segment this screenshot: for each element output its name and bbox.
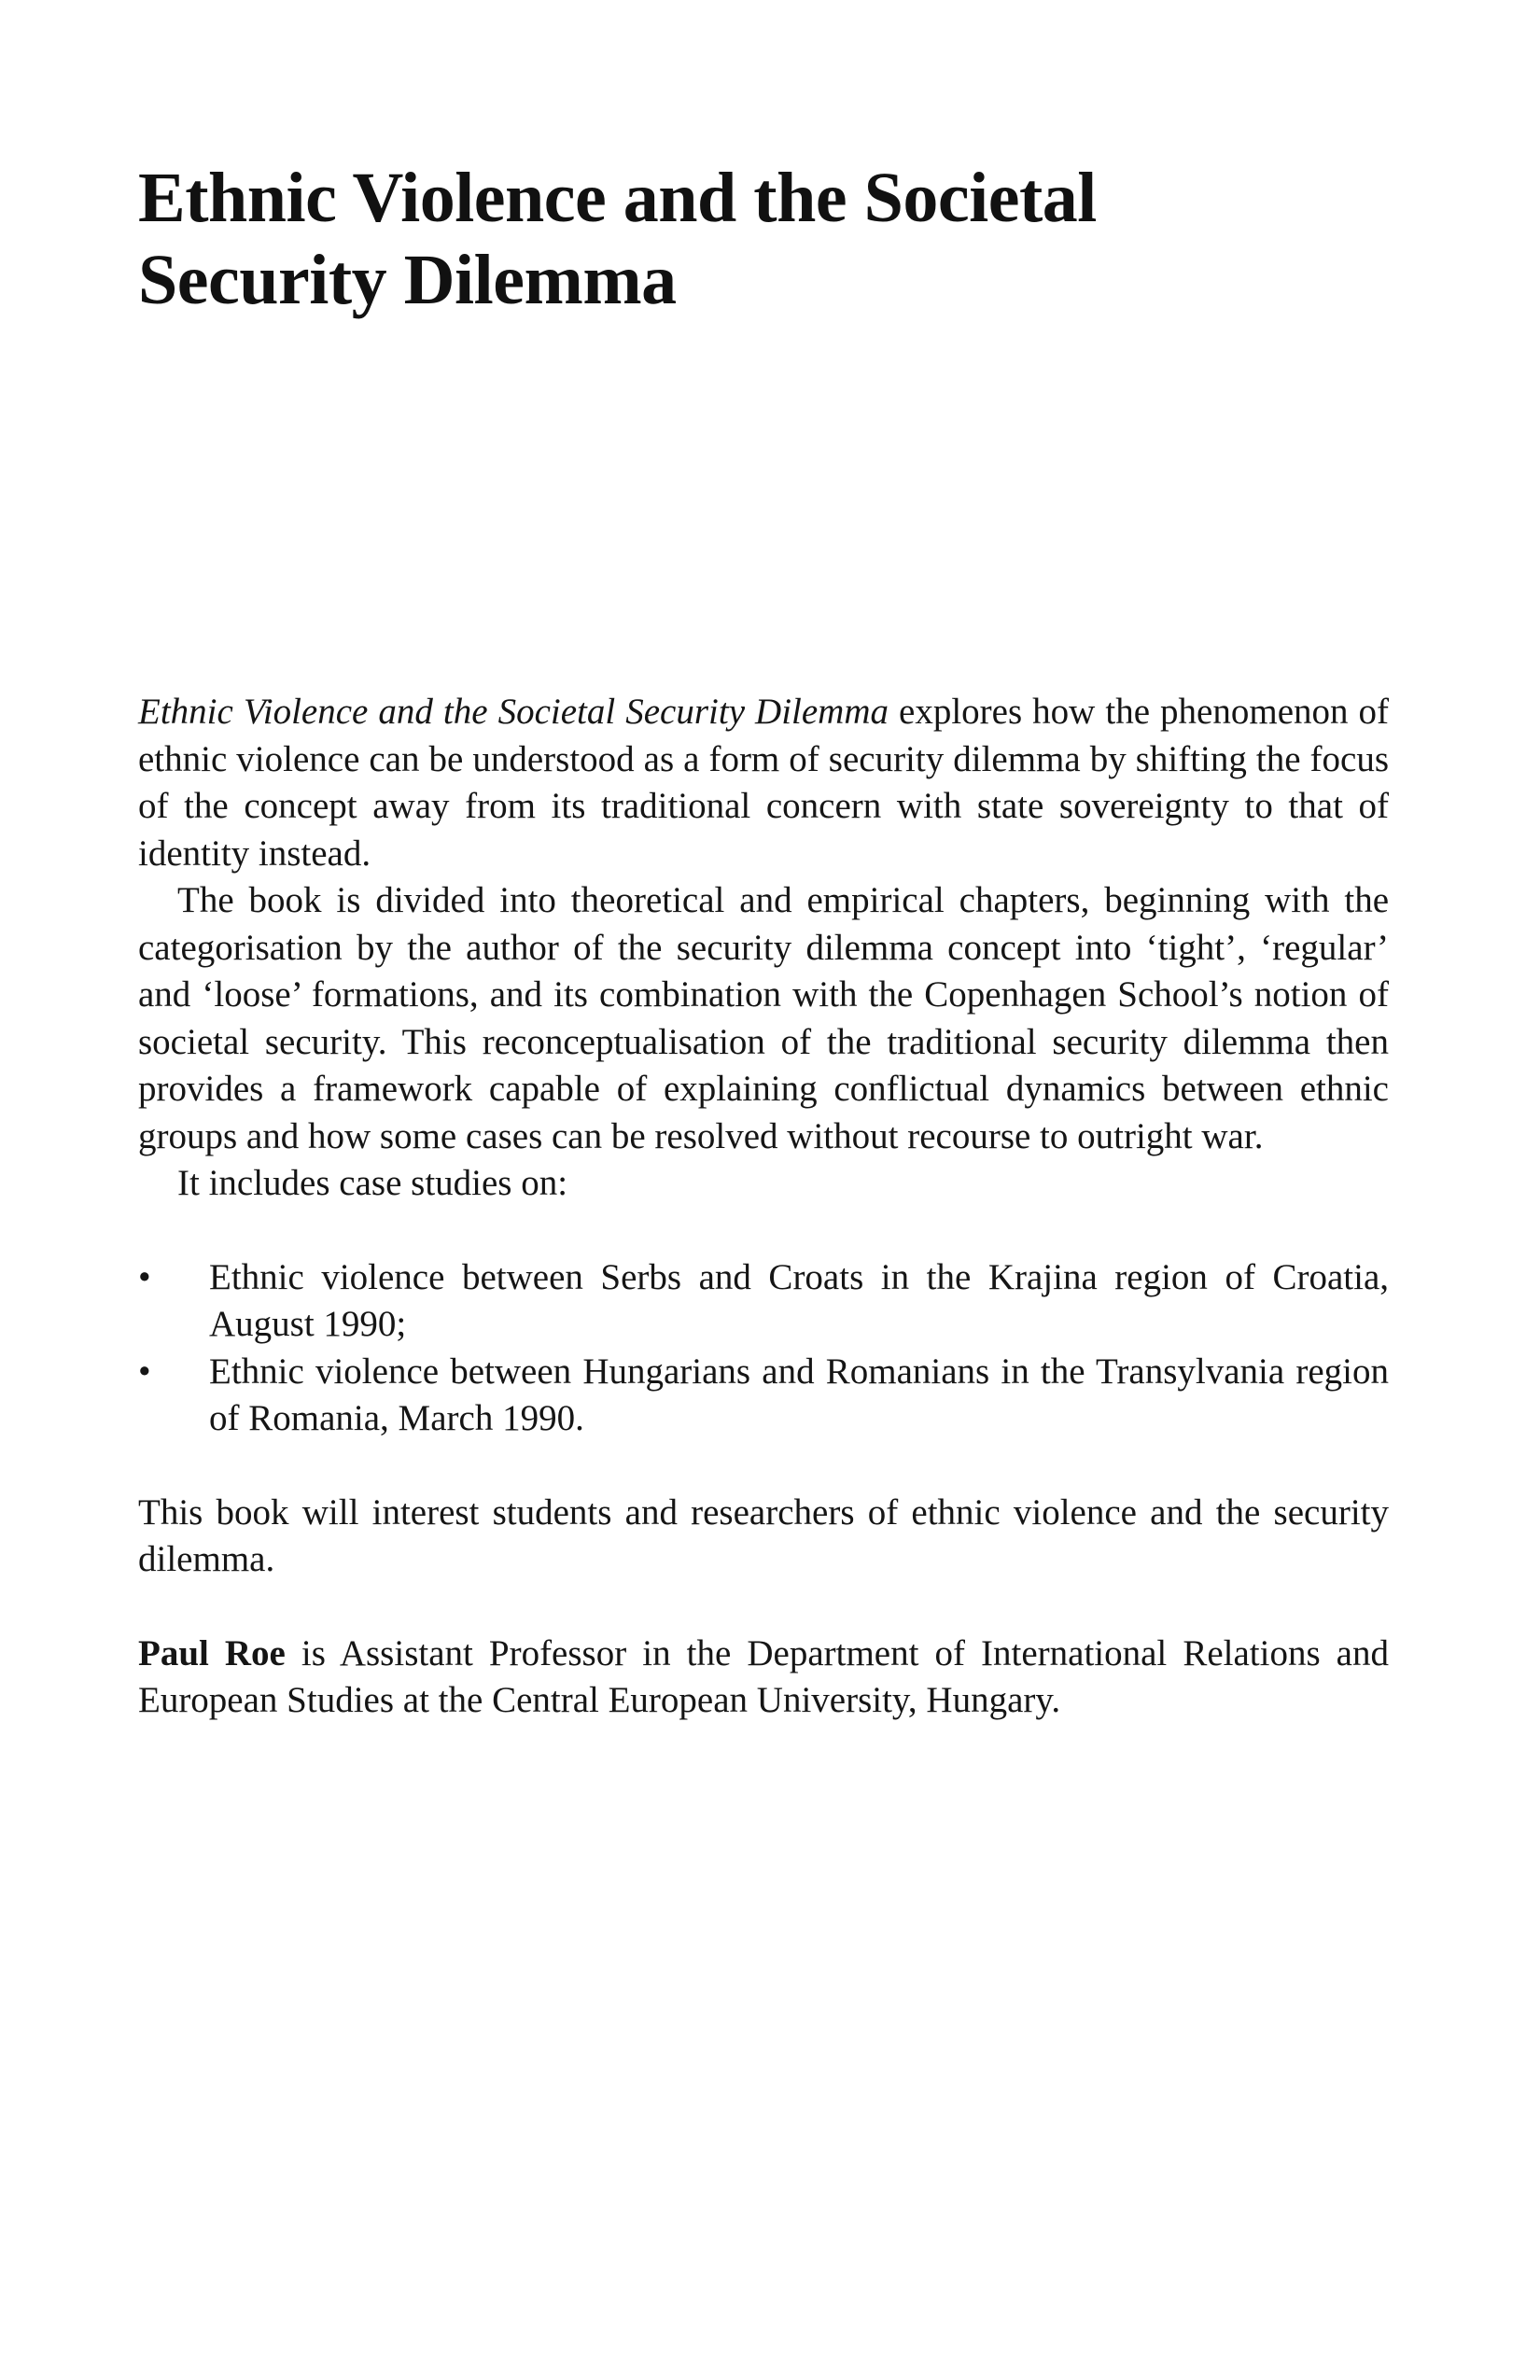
blurb-body [138, 689, 1389, 1725]
author-bio: is Assistant Professor in the Department of International Relations and European Studies at the Central European University, Hungary. [138, 1632, 1389, 1720]
description-paragraph: The book is divided into theoretical and empirical chapters, beginning with the categorisation by the author of the security dilemma concept into ‘tight’, ‘regular’ and ‘loose’ formations, and its combination with the Copenhagen School’s notion of societal security. This reconceptualisation of the traditional security dilemma then provides a framework capable of explaining conflictual dynamics between ethnic groups and how some cases can be resolved without recourse to outright war. [138, 880, 1389, 1156]
title-line-1: Ethnic Violence and the Societal [138, 159, 1097, 237]
intro-paragraph [138, 689, 1389, 877]
author-name: Paul Roe [138, 1632, 286, 1673]
list-item-text: Ethnic violence between Serbs and Croats in the Krajina region of Croatia, August 1990; [209, 1256, 1389, 1344]
bullet-icon: • [138, 1256, 151, 1297]
list-item [138, 1349, 1389, 1443]
author-bio-paragraph [138, 1631, 1389, 1725]
case-studies-list [138, 1254, 1389, 1443]
title-line-2: Security Dilemma [138, 241, 677, 319]
case-studies-intro: It includes case studies on: [177, 1163, 568, 1203]
audience-paragraph: This book will interest students and researchers of ethnic violence and the security dilemma. [138, 1491, 1389, 1579]
list-item [138, 1254, 1389, 1349]
intro-text: explores how the phenomenon of ethnic violence can be understood as a form of security dilemma by shifting the focus of the concept away from its traditional concern with state sovereignty to that of identity instead. [138, 692, 1390, 874]
intro-italic-title: Ethnic Violence and the Societal Security Dilemma [138, 692, 889, 732]
list-item-text: Ethnic violence between Hungarians and Romanians in the Transylvania region of Romania, March 1990. [209, 1351, 1389, 1438]
bullet-icon: • [138, 1351, 151, 1392]
page-title [138, 157, 1258, 321]
